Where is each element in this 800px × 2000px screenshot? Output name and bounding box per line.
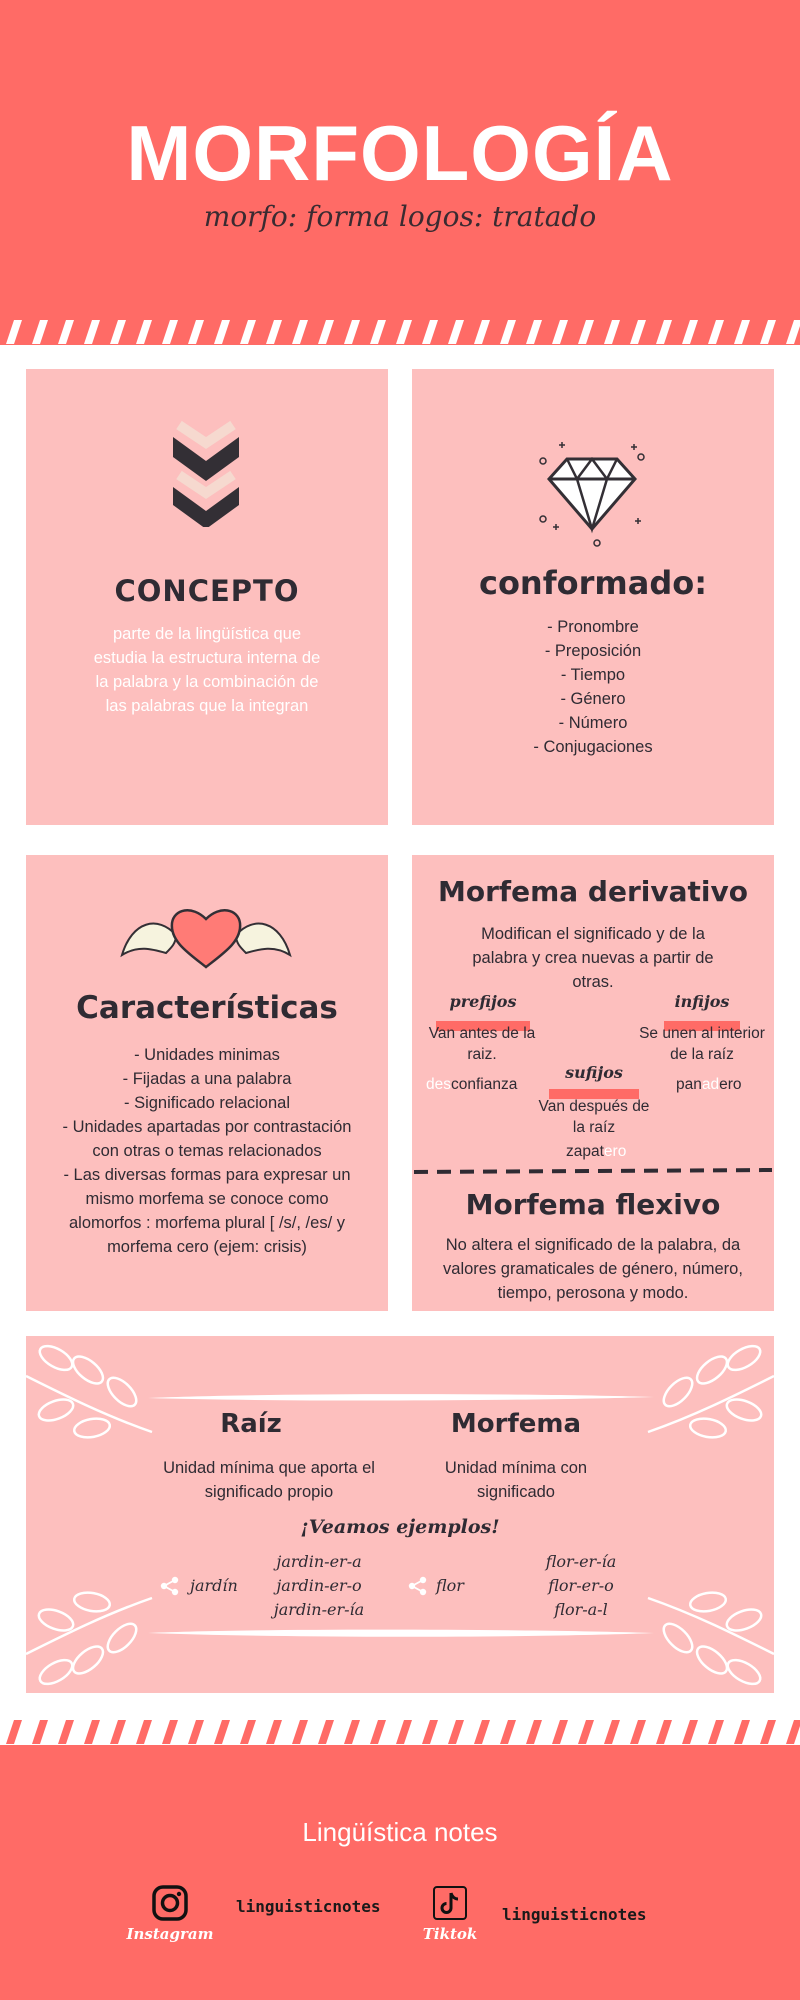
instagram-handle[interactable]: linguisticnotes <box>236 1897 381 1916</box>
share-icon <box>160 1576 180 1596</box>
example-form: flor-er-ía <box>545 1552 617 1571</box>
flexivo-title: Morfema flexivo <box>465 1188 721 1221</box>
sufijos-label: sufijos <box>565 1063 623 1082</box>
list-item: - Unidades apartadas por contrastación con otras o temas relacionados <box>62 1118 352 1160</box>
example-root-jardin: jardín <box>190 1576 238 1595</box>
infijos-example-end: ero <box>719 1076 742 1093</box>
list-item: - Conjugaciones <box>533 738 653 756</box>
example-forms-jardin <box>254 1550 384 1622</box>
conformado-card <box>412 369 774 825</box>
list-item: - Fijadas a una palabra <box>122 1070 292 1088</box>
leaf-branch-icon <box>646 1336 774 1446</box>
concepto-text: parte de la lingüística que estudia la estructura interna de la palabra y la combinación de las palabras que la integran <box>93 625 321 715</box>
tiktok-icon[interactable] <box>432 1885 468 1921</box>
examples-title: ¡Veamos ejemplos! <box>300 1516 500 1538</box>
tiktok-handle[interactable]: linguisticnotes <box>502 1905 647 1924</box>
prefijos-example-base: confianza <box>451 1076 518 1093</box>
list-item: - Número <box>558 714 628 732</box>
morfema-title: Morfema <box>450 1409 582 1439</box>
chevron-down-icon <box>171 417 241 527</box>
infijos-example-base: pan <box>676 1076 702 1093</box>
caracteristicas-list <box>54 1043 360 1259</box>
caracteristicas-card <box>26 855 388 1311</box>
leaf-branch-icon <box>646 1584 774 1693</box>
list-item: - Pronombre <box>547 618 639 636</box>
page-subtitle: morfo: forma logos: tratado <box>203 200 597 233</box>
sufijos-example-base: zapat <box>566 1143 604 1160</box>
sufijos-example <box>566 1140 626 1164</box>
tiktok-label: Tiktok <box>422 1925 478 1943</box>
concepto-card <box>26 369 388 825</box>
concepto-title: CONCEPTO <box>114 574 300 608</box>
example-form: flor-er-o <box>548 1576 614 1595</box>
leaf-branch-icon <box>26 1584 156 1693</box>
list-item: - Género <box>560 690 626 708</box>
leaf-branch-icon <box>26 1336 156 1446</box>
page-title: MORFOLOGÍA <box>126 109 674 197</box>
derivativo-title: Morfema derivativo <box>438 875 748 908</box>
sufijos-example-affix: ero <box>603 1143 627 1160</box>
infijos-example <box>676 1073 742 1097</box>
derivativo-text: Modifican el significado y de la palabra y crea nuevas a partir de otras. <box>472 925 714 991</box>
dashed-divider <box>412 1165 774 1179</box>
prefijos-example-affix: des <box>426 1076 451 1093</box>
instagram-label: Instagram <box>126 1925 214 1943</box>
share-icon <box>408 1576 428 1596</box>
footer-title: Lingüística notes <box>302 1817 498 1847</box>
prefijos-text: Van antes de la raiz. <box>428 1025 536 1063</box>
example-form: jardin-er-ía <box>273 1600 365 1619</box>
brush-stroke-bottom <box>146 1626 656 1640</box>
list-item: - Unidades minimas <box>134 1046 280 1064</box>
morfemas-card <box>412 855 774 1311</box>
diamond-icon <box>537 439 647 549</box>
raiz-morfema-card <box>26 1336 774 1693</box>
prefijos-example <box>426 1073 517 1097</box>
example-form: jardin-er-a <box>276 1552 362 1571</box>
example-forms-flor <box>516 1550 646 1622</box>
conformado-list <box>412 615 774 759</box>
footer-banner <box>0 1745 800 2000</box>
stripe-divider-top <box>0 320 800 344</box>
stripe-divider-bottom <box>0 1720 800 1744</box>
infijos-text: Se unen al interior de la raíz <box>639 1025 765 1063</box>
raiz-text: Unidad mínima que aporta el significado propio <box>163 1459 375 1501</box>
winged-heart-icon <box>118 897 294 977</box>
conformado-title: conformado: <box>478 564 708 602</box>
flexivo-text: No altera el significado de la palabra, da valores gramaticales de género, número, tiempo, perosona y modo. <box>443 1236 743 1302</box>
prefijos-label: prefijos <box>449 992 517 1011</box>
example-form: jardin-er-o <box>276 1576 362 1595</box>
list-item: - Significado relacional <box>123 1094 290 1112</box>
example-form: flor-a-l <box>554 1600 608 1619</box>
list-item: - Tiempo <box>560 666 626 684</box>
caracteristicas-title: Características <box>76 990 338 1026</box>
header-banner <box>0 0 800 345</box>
infijos-example-affix: ad <box>701 1076 720 1093</box>
morfema-text: Unidad mínima con significado <box>444 1459 588 1501</box>
brush-stroke-top <box>146 1390 656 1404</box>
instagram-icon[interactable] <box>152 1885 188 1921</box>
infijos-label: infijos <box>674 992 730 1011</box>
raiz-title: Raíz <box>220 1409 282 1439</box>
example-root-flor: flor <box>436 1576 464 1595</box>
sufijos-text: Van después de la raíz <box>538 1098 650 1136</box>
list-item: - Preposición <box>544 642 642 660</box>
list-item: - Las diversas formas para expresar un mismo morfema se conoce como alomorfos : morfema plural [ /s/, /es/ y morfema cero (ejem: crisis) <box>63 1166 351 1256</box>
